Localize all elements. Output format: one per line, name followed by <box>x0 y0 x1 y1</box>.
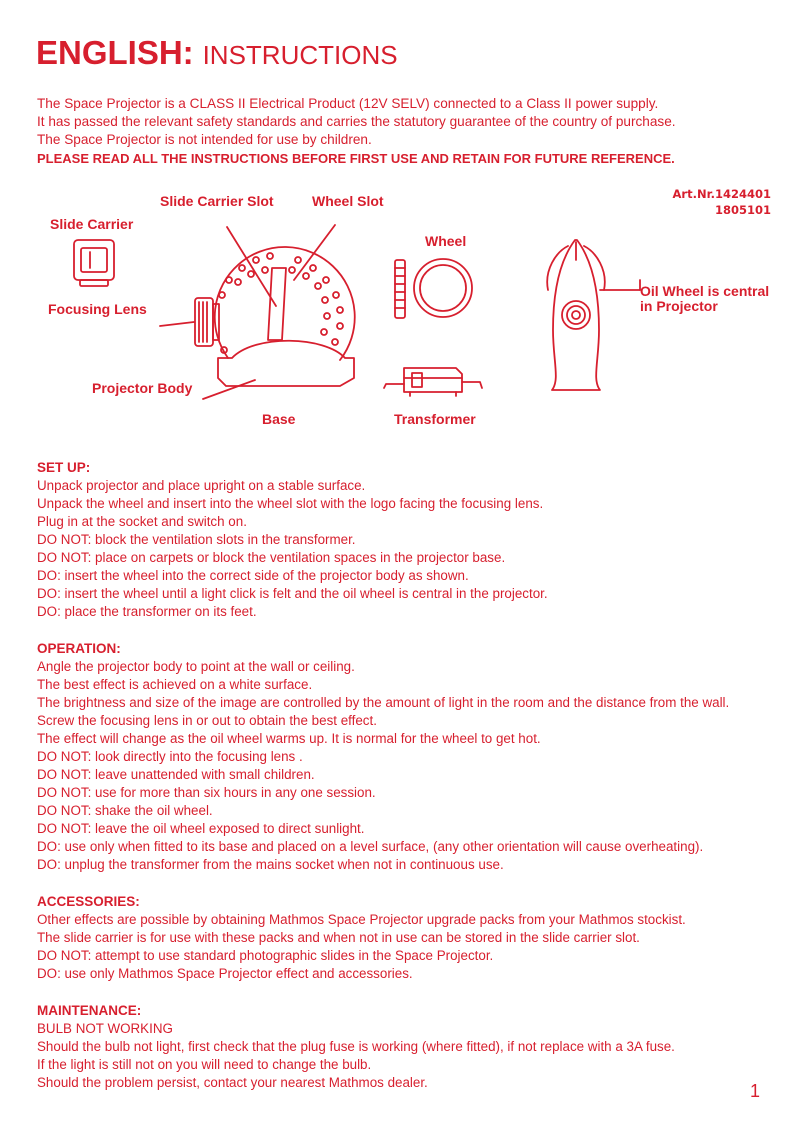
section-heading: SET UP: <box>37 460 91 475</box>
accessories-section <box>37 893 797 983</box>
page-title <box>36 36 398 69</box>
instruction-line: Should the problem persist, contact your nearest Mathmos dealer. <box>37 1075 428 1090</box>
intro-line: The Space Projector is not intended for use by children. <box>37 132 372 148</box>
wheel-slot-label: Wheel Slot <box>312 193 384 209</box>
slide-carrier-label: Slide Carrier <box>50 216 134 232</box>
operation-section <box>37 640 797 874</box>
article-number-line: Art.Nr.1424401 <box>672 187 771 201</box>
instruction-line: Plug in at the socket and switch on. <box>37 514 247 529</box>
projector-body-icon <box>195 247 355 386</box>
instruction-sections <box>37 459 797 1111</box>
setup-section <box>37 459 797 621</box>
instruction-line: The brightness and size of the image are controlled by the amount of light in the room and the distance from the wall. <box>37 695 730 710</box>
instruction-line: DO NOT: leave unattended with small children. <box>37 767 315 782</box>
instruction-line: Should the bulb not light, first check that the plug fuse is working (where fitted), if not replace with a 3A fuse. <box>37 1039 675 1054</box>
instruction-line: DO NOT: look directly into the focusing lens . <box>37 749 303 764</box>
intro-line: The Space Projector is a CLASS II Electrical Product (12V SELV) connected to a Class II power supply. <box>37 96 659 111</box>
wheel-icon <box>395 259 472 318</box>
projector-side-icon <box>547 240 640 390</box>
product-diagram <box>0 180 808 440</box>
instruction-line: DO: place the transformer on its feet. <box>37 604 257 619</box>
instruction-line: Other effects are possible by obtaining Mathmos Space Projector upgrade packs from your Mathmos stockist. <box>37 912 686 927</box>
instruction-line: Unpack projector and place upright on a stable surface. <box>37 478 366 493</box>
instruction-line: Unpack the wheel and insert into the wheel slot with the logo facing the focusing lens. <box>37 496 544 511</box>
page-number: 1 <box>749 1081 760 1101</box>
intro-block <box>37 95 797 168</box>
instruction-line: DO: insert the wheel into the correct side of the projector body as shown. <box>37 568 469 583</box>
instruction-line: The effect will change as the oil wheel warms up. It is normal for the wheel to get hot. <box>37 731 541 746</box>
projector-body-label: Projector Body <box>92 380 193 396</box>
instruction-line: Screw the focusing lens in or out to obtain the best effect. <box>37 713 377 728</box>
slide-carrier-slot-label: Slide Carrier Slot <box>160 193 274 209</box>
section-heading: OPERATION: <box>37 641 121 656</box>
instruction-line: DO: insert the wheel until a light click is felt and the oil wheel is central in the projector. <box>37 586 548 601</box>
instruction-line: DO NOT: leave the oil wheel exposed to direct sunlight. <box>37 821 365 836</box>
wheel-label: Wheel <box>425 233 467 249</box>
instruction-line: DO NOT: shake the oil wheel. <box>37 803 213 818</box>
instruction-line: DO NOT: attempt to use standard photographic slides in the Space Projector. <box>37 948 494 963</box>
instruction-line: DO NOT: block the ventilation slots in the transformer. <box>37 532 356 547</box>
article-number-line: 1805101 <box>714 203 771 217</box>
instruction-line: DO NOT: use for more than six hours in any one session. <box>37 785 376 800</box>
intro-emphasis: PLEASE READ ALL THE INSTRUCTIONS BEFORE FIRST USE AND RETAIN FOR FUTURE REFERENCE. <box>37 150 675 166</box>
maintenance-section <box>37 1002 797 1092</box>
intro-line: It has passed the relevant safety standards and carries the statutory guarantee of the country of purchase. <box>37 114 676 130</box>
instruction-line: The best effect is achieved on a white surface. <box>37 677 313 692</box>
instruction-line: DO: unplug the transformer from the mains socket when not in continuous use. <box>37 857 504 872</box>
instruction-line: Angle the projector body to point at the wall or ceiling. <box>37 659 355 674</box>
instruction-line: BULB NOT WORKING <box>37 1021 173 1036</box>
section-heading: MAINTENANCE: <box>37 1003 142 1018</box>
section-heading: ACCESSORIES: <box>37 894 140 909</box>
oil-wheel-label <box>640 284 769 315</box>
transformer-label: Transformer <box>394 411 476 427</box>
transformer-icon <box>384 368 482 396</box>
instruction-line: The slide carrier is for use with these packs and when not in use can be stored in the slide carrier slot. <box>37 930 640 945</box>
oil-wheel-label-line: Oil Wheel is central <box>640 283 770 299</box>
instruction-line: DO NOT: place on carpets or block the ventilation spaces in the projector base. <box>37 550 506 565</box>
title-instructions: INSTRUCTIONS <box>202 40 398 70</box>
oil-wheel-label-line: in Projector <box>640 298 718 315</box>
title-language: ENGLISH: <box>36 34 194 71</box>
instruction-line: DO: use only when fitted to its base and placed on a level surface, (any other orientation will cause overheating). <box>37 839 704 854</box>
instruction-line: DO: use only Mathmos Space Projector effect and accessories. <box>37 966 413 981</box>
base-label: Base <box>262 411 296 427</box>
focusing-lens-label: Focusing Lens <box>48 301 147 317</box>
slide-carrier-icon <box>74 240 114 286</box>
instruction-line: If the light is still not on you will need to change the bulb. <box>37 1057 372 1072</box>
